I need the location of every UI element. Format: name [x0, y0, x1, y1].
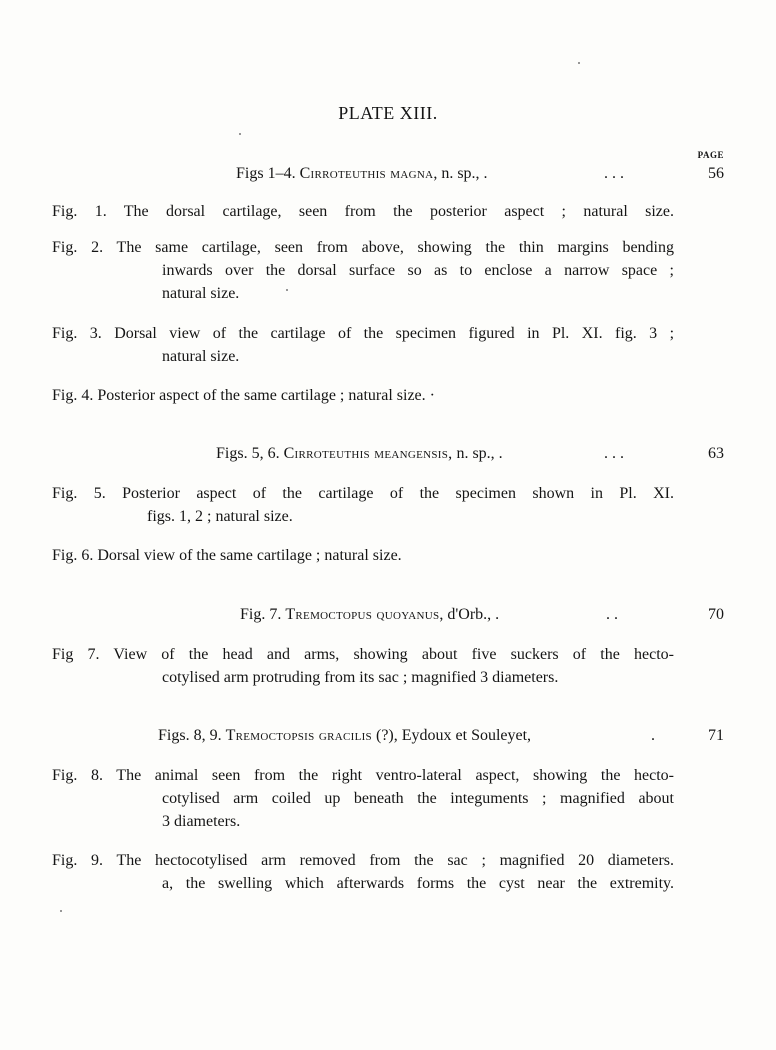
figure-entry-1 — [52, 200, 674, 223]
page-number: 71 — [708, 727, 724, 744]
figure-entry-4 — [52, 384, 435, 407]
figure-description-cont: inwards over the dorsal surface so as to enclose a narrow space ; — [162, 262, 674, 279]
paper-speck — [578, 62, 580, 64]
figure-label: Fig. 1. — [52, 203, 107, 220]
page-number: 70 — [708, 606, 724, 623]
species-name: Cirroteuthis magna — [299, 165, 434, 182]
section-heading-3 — [0, 606, 776, 628]
figure-label: Fig 7. — [52, 646, 100, 663]
figure-entry-3 — [52, 322, 674, 368]
figure-label: Fig. 2. — [52, 239, 104, 256]
leader-dots: . . . — [604, 165, 624, 182]
figure-description-cont: a, the swelling which afterwards forms the cyst near the extremity. — [162, 875, 674, 892]
figure-entry-5 — [52, 482, 674, 528]
figure-description-cont: figs. 1, 2 ; natural size. — [147, 508, 293, 525]
figure-description: View of the head and arms, showing about five suckers of the hecto- — [113, 646, 674, 663]
species-authority: , n. sp., . — [433, 165, 488, 182]
figure-entry-6 — [52, 544, 402, 567]
figure-description-cont: cotylised arm coiled up beneath the integuments ; magnified about — [162, 790, 674, 807]
page-number: 63 — [708, 445, 724, 462]
figure-label: Fig. 5. — [52, 485, 106, 502]
species-name: Tremoctopsis gracilis — [225, 727, 372, 744]
figure-description: Dorsal view of the cartilage of the specimen figured in Pl. XI. fig. 3 ; — [114, 325, 675, 342]
species-authority: , d'Orb., . — [439, 606, 500, 623]
figure-description-cont: cotylised arm protruding from its sac ; magnified 3 diameters. — [162, 669, 559, 686]
section-figs: Figs. 5, 6. — [216, 445, 280, 462]
section-heading-2 — [0, 445, 776, 467]
species-name: Tremoctopus quoyanus — [285, 606, 440, 623]
section-figs: Figs 1–4. — [236, 165, 296, 182]
paper-speck — [286, 289, 288, 291]
figure-entry-9 — [52, 849, 674, 895]
figure-label: Fig. 9. — [52, 852, 104, 869]
leader-dots: . . — [606, 606, 618, 623]
section-caption — [236, 165, 488, 183]
figure-description-cont: 3 diameters. — [162, 813, 241, 830]
leader-dots: . — [651, 727, 655, 744]
figure-label: Fig. 8. — [52, 767, 103, 784]
figure-entry-8 — [52, 764, 674, 833]
figure-description: Dorsal view of the same cartilage ; natural size. — [97, 547, 402, 564]
section-figs: Fig. 7. — [240, 606, 282, 623]
figure-entry-7 — [52, 643, 674, 689]
page-number: 56 — [708, 165, 724, 182]
figure-entry-2 — [52, 236, 674, 305]
species-name: Cirroteuthis meangensis, — [283, 445, 453, 462]
species-authority: (?), Eydoux et Souleyet, — [371, 727, 532, 744]
section-heading-4 — [0, 727, 776, 749]
section-figs: Figs. 8, 9. — [158, 727, 222, 744]
section-caption — [158, 727, 531, 745]
figure-label: Fig. 6. — [52, 547, 94, 564]
figure-description: The animal seen from the right ventro-lateral aspect, showing the hecto- — [116, 767, 675, 784]
figure-description-cont: natural size. — [162, 348, 240, 365]
figure-description: The same cartilage, seen from above, showing the thin margins bending — [116, 239, 674, 256]
section-caption — [216, 445, 503, 463]
page-column-label: PAGE — [697, 150, 724, 160]
figure-description-cont: natural size. — [162, 285, 240, 302]
paper-speck — [239, 133, 241, 135]
figure-description: Posterior aspect of the cartilage of the specimen shown in Pl. XI. — [122, 485, 675, 502]
section-heading-1 — [0, 165, 776, 187]
leader-dots: . . . — [604, 445, 624, 462]
plate-title: PLATE XIII. — [338, 103, 438, 123]
figure-description: Posterior aspect of the same cartilage ; natural size. · — [97, 387, 435, 404]
figure-description: The hectocotylised arm removed from the sac ; magnified 20 diameters. — [116, 852, 674, 869]
figure-label: Fig. 4. — [52, 387, 94, 404]
figure-description: The dorsal cartilage, seen from the posterior aspect ; natural size. — [123, 203, 674, 220]
species-authority: n. sp., . — [452, 445, 503, 462]
figure-label: Fig. 3. — [52, 325, 102, 342]
section-caption — [240, 606, 499, 624]
paper-speck — [60, 910, 62, 912]
